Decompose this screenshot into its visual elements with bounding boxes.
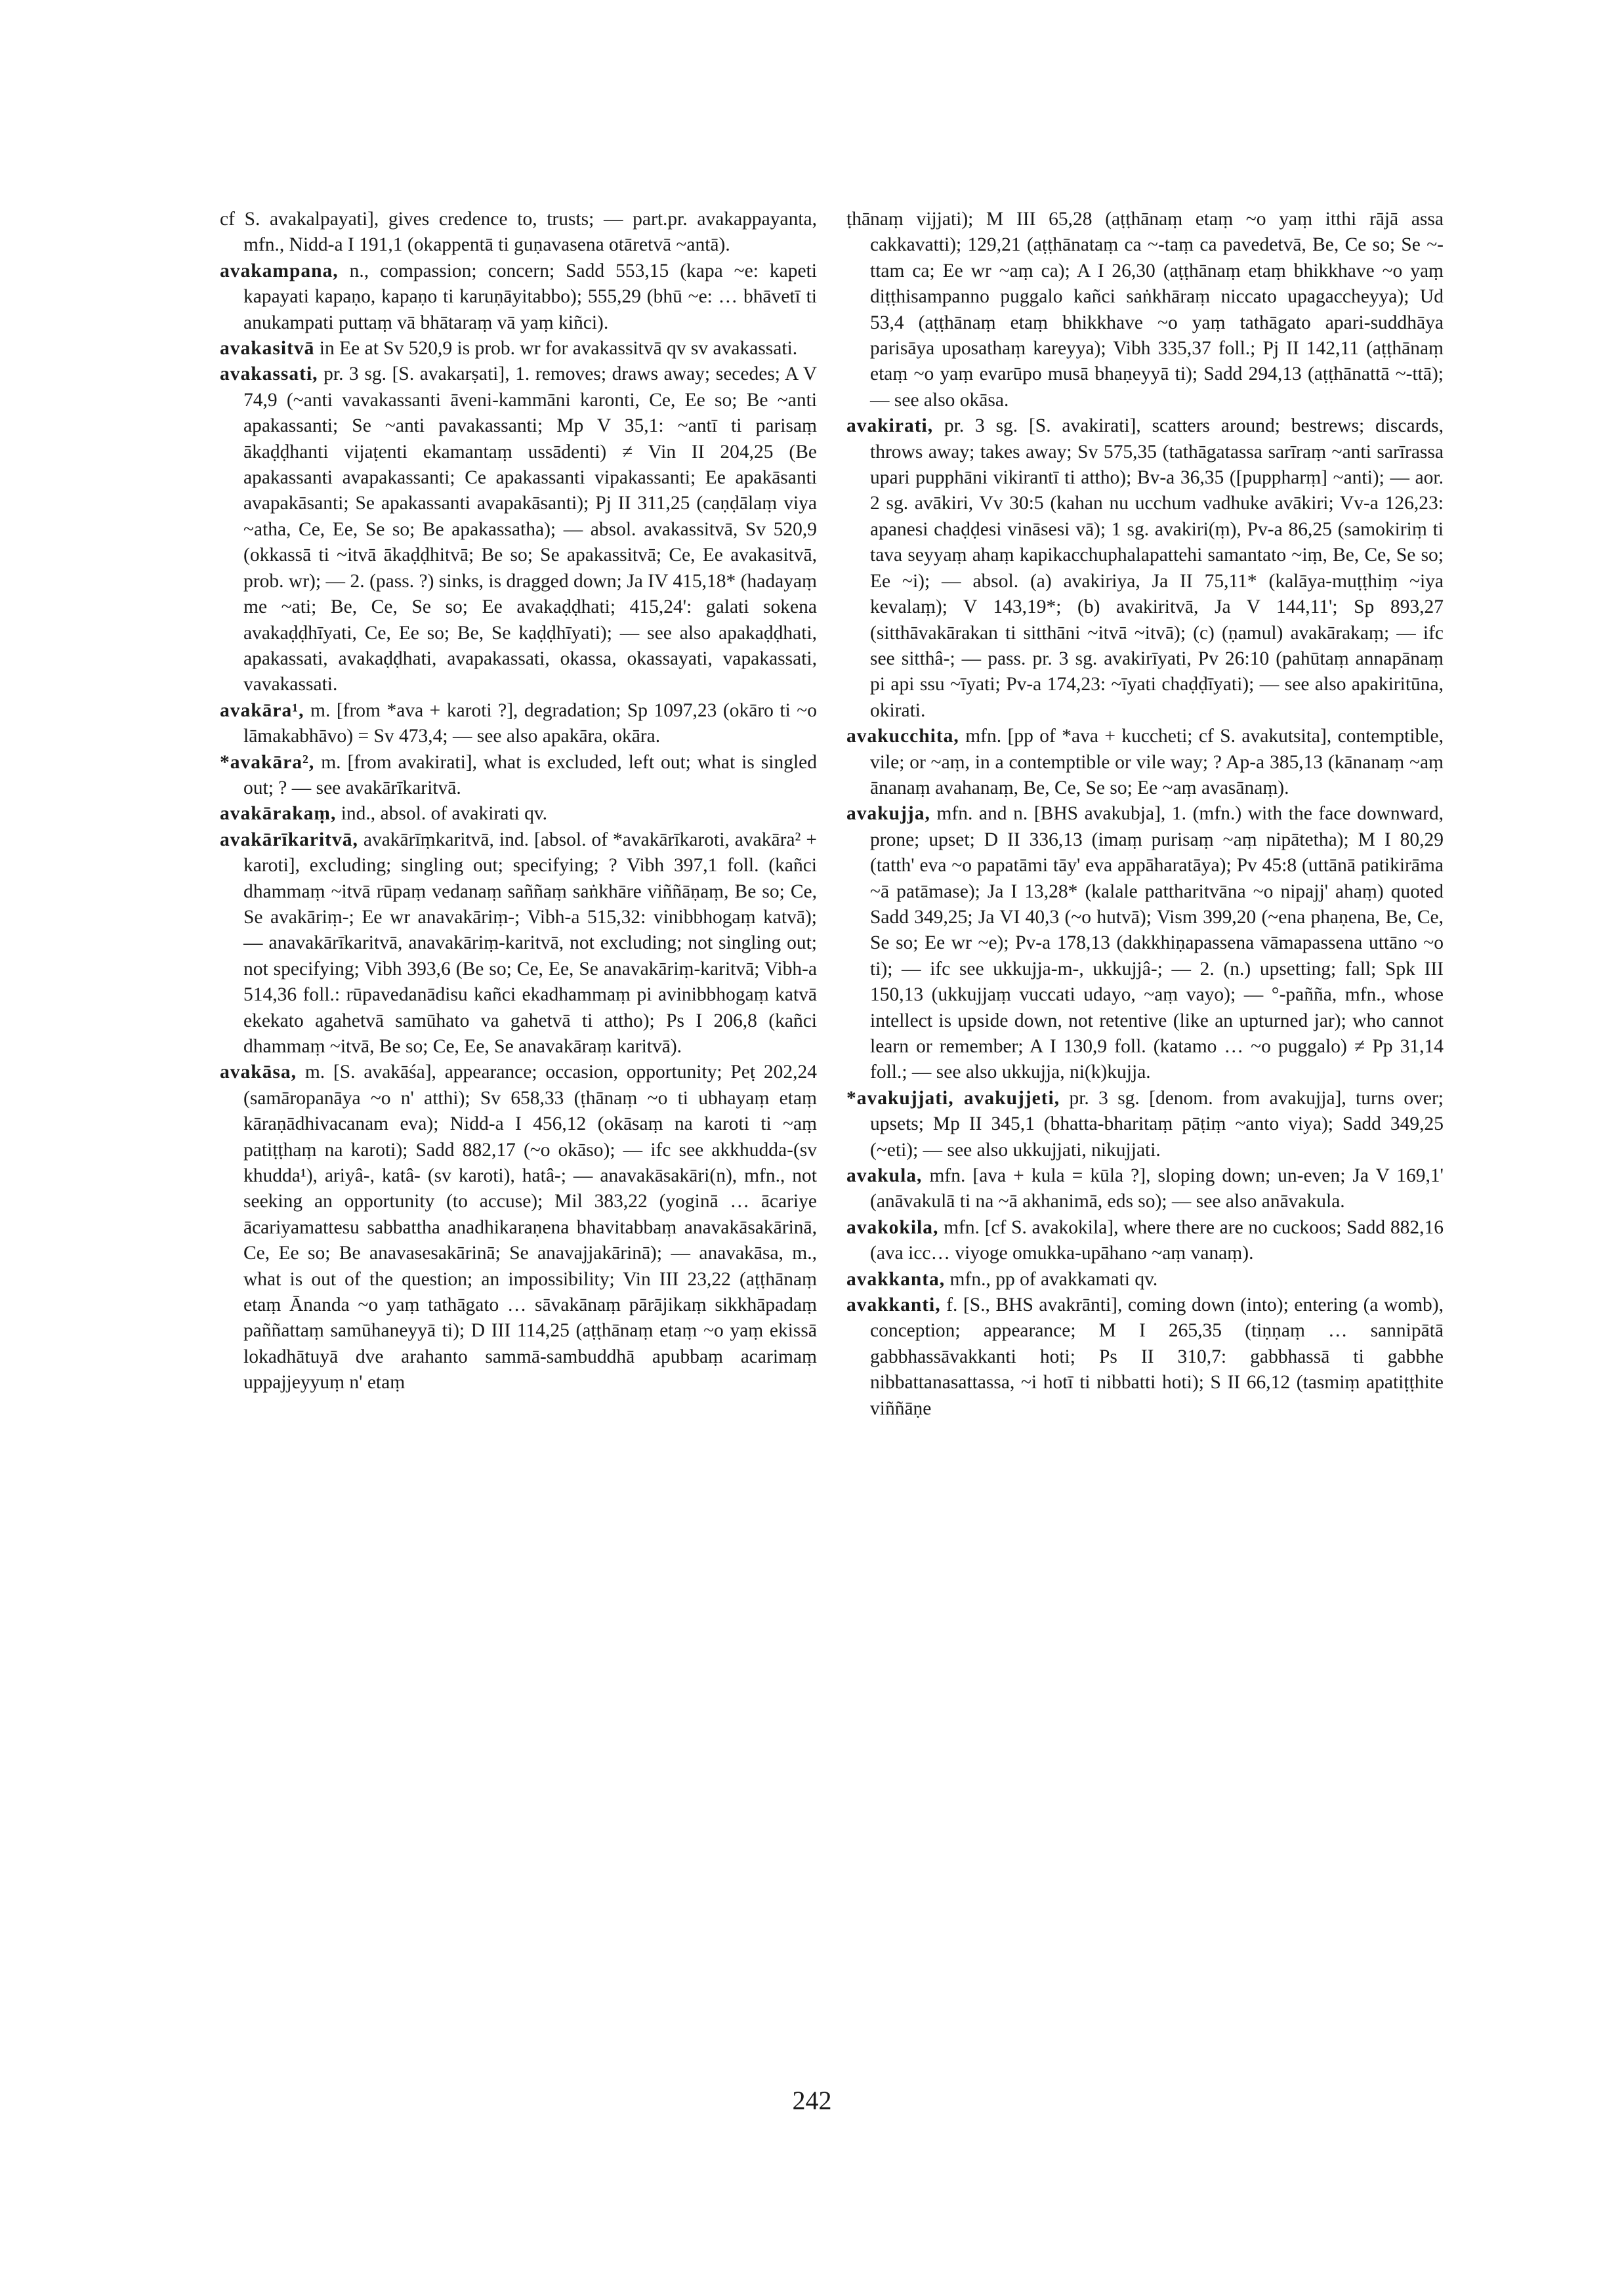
dictionary-entry: [846, 1215, 1444, 1267]
headword: avakāsa,: [220, 1062, 297, 1083]
entry-text: mfn., pp of avakkamati qv.: [949, 1268, 1158, 1290]
entry-text: ind., absol. of avakirati qv.: [341, 803, 548, 825]
dictionary-entry: [220, 207, 817, 258]
dictionary-entry: [846, 1292, 1444, 1422]
dictionary-entry: [220, 362, 817, 697]
entry-text: ṭhānaṃ vijjati); M III 65,28 (aṭṭhānaṃ etaṃ ~o yaṃ itthi rājā assa cakkavatti); 129,21 (aṭṭhānataṃ ca ~-taṃ ca pavedetvā, Be, Ce so; Se ~-ttam ca; Ee wr ~aṃ ca); A I 26,30 (aṭṭhānaṃ etaṃ bhikkhave ~o yaṃ diṭṭhisampanno puggalo kañci saṅkhāraṃ niccato upagaccheyya); Ud 53,4 (aṭṭhānaṃ etaṃ bhikkhave ~o yaṃ tathāgato apari-suddhāya parisāya uposathaṃ kareyya); Vibh 335,37 foll.; Pj II 142,11 (aṭṭhānaṃ etaṃ ~o yaṃ evarūpo musā bhaṇeyyā ti); Sadd 294,13 (aṭṭhānattā ~-ttā); — see also okāsa.: [846, 209, 1444, 411]
entry-text: pr. 3 sg. [denom. from avakujja], turns over; upsets; Mp II 345,1 (bhatta-bharitaṃ pāṭiṃ ~anto viya); Sadd 349,25 (~eti); — see also ukkujjati, nikujjati.: [870, 1087, 1444, 1161]
entry-text: m. [from *ava + karoti ?], degradation; Sp 1097,23 (okāro ti ~o lāmakabhāvo) = Sv 473,4; — see also apakāra, okāra.: [243, 699, 818, 747]
dictionary-entry: [846, 1267, 1444, 1292]
headword: avakassati,: [220, 363, 318, 385]
entry-text: mfn. [pp of *ava + kuccheti; cf S. avakutsita], contemptible, vile; or ~aṃ, in a contemptible or vile way; ? Ap-a 385,13 (kānanaṃ ~aṃ ānanaṃ avahanaṃ, Be, Ce, Se so; Ee ~aṃ avasānaṃ).: [870, 726, 1444, 798]
entry-text: pr. 3 sg. [S. avakirati], scatters around; bestrews; discards, throws away; takes away; Sv 575,35 (tathāgatassa sarīraṃ ~anti sarīrassa upari pupphāni vikirantī ti attho); Bv-a 36,35 ([puppharṃ] ~anti); — aor. 2 sg. avākiri, Vv 30:5 (kahan nu ucchum vadhuke avākiri; Vv-a 126,23: apanesi chaḍḍesi vināsesi vā); 1 sg. avakiri(ṃ), Pv-a 86,25 (samokiriṃ ti tava seyyaṃ ahaṃ kapikacchuphalapattehi samantato ~iṃ, Be, Ce, Se so; Ee ~i); — absol. (a) avakiriya, Ja II 75,11* (kalāya-muṭṭhiṃ ~iya kevalaṃ); V 143,19*; (b) avakiritvā, Ja V 144,11'; Sp 893,27 (sitthāvakārakan ti sitthāni ~itvā ~itvā); (c) (ṇamul) avakārakaṃ; — ifc see sitthâ-; — pass. pr. 3 sg. avakirīyati, Pv 26:10 (pahūtaṃ annapānaṃ pi api ssu ~īyati; Pv-a 174,23: ~īyati chaḍḍīyati); — see also apakiritūna, okirati.: [870, 415, 1444, 721]
page-number: 242: [792, 2086, 832, 2115]
headword: avakujja,: [846, 803, 930, 825]
dictionary-entry: [220, 1060, 817, 1396]
headword: avakārakaṃ,: [220, 803, 337, 825]
entry-text: n., compassion; concern; Sadd 553,15 (kapa ~e: kapeti kapayati kapaṇo, kapaṇo ti karuṇāyitabbo); 555,29 (bhū ~e: … bhāvetī ti anukampati puttaṃ vā bhātaraṃ vā yaṃ kiñci).: [243, 260, 817, 333]
headword: avakucchita,: [846, 726, 959, 747]
entry-text: cf S. avakalpayati], gives credence to, trusts; — part.pr. avakappayanta, mfn., Nidd-a I 191,1 (okappentā ti guṇavasena otāretvā ~antā).: [220, 209, 817, 256]
dictionary-entry: [220, 698, 817, 750]
headword: *avakujjati, avakujjeti,: [846, 1087, 1060, 1109]
left-column: [220, 207, 817, 1396]
entry-text: pr. 3 sg. [S. avakarṣati], 1. removes; draws away; secedes; A V 74,9 (~anti vavakassanti āveni-kammāni karonti, Ce, Ee so; Be ~anti apakassanti; Se ~anti pavakassanti; Mp V 35,1: ~antī ti parisaṃ ākaḍḍhanti vijaṭenti ekamantaṃ ussādenti) ≠ Vin II 204,25 (Be apakassanti avapakassanti; Ce apakassanti vipakassanti; Ee apakāsanti avapakāsanti; Se apakassanti avapakāsanti); Pj II 311,25 (caṇḍālaṃ viya ~atha, Ce, Ee, Se so; Be apakassatha); — absol. avakassitvā, Sv 520,9 (okkassā ti ~itvā ākaḍḍhitvā; Be so; Se apakassitvā; Ce, Ee avakasitvā, prob. wr); — 2. (pass. ?) sinks, is dragged down; Ja IV 415,18* (hadayaṃ me ~ati; Be, Ce, Se so; Ee avakaḍḍhati; 415,24': galati sokena avakaḍḍhīyati, Ce, Ee so; Be, Se kaḍḍhīyati); — see also apakaḍḍhati, apakassati, avakaḍḍhati, avapakassati, okassa, okassayati, vapakassati, vavakassati.: [243, 363, 818, 695]
dictionary-entry: [846, 207, 1444, 413]
entry-text: mfn. [ava + kula = kūla ?], sloping down; un-even; Ja V 169,1' (anāvakulā ti na ~ā akhanimā, eds so); — see also anāvakula.: [870, 1165, 1444, 1212]
dictionary-entry: [846, 1086, 1444, 1163]
dictionary-entry: [846, 413, 1444, 724]
dictionary-entry: [220, 258, 817, 336]
headword: avakkanti,: [846, 1294, 941, 1316]
entry-text: m. [from avakirati], what is excluded, left out; what is singled out; ? — see avakārīkaritvā.: [243, 751, 817, 798]
headword: avakirati,: [846, 415, 934, 437]
headword: avakāra¹,: [220, 699, 304, 721]
entry-text: f. [S., BHS avakrānti], coming down (into); entering (a womb), conception; appearance; M I 265,35 (tiṇṇaṃ … sannipātā gabbhassāvakkanti hoti; Ps II 310,7: gabbhassā ti gabbhe nibbattanasattassa, ~i hotī ti nibbatti hoti); S II 66,12 (tasmiṃ apatiṭṭhite viññāṇe: [870, 1294, 1444, 1419]
headword: avakārīkaritvā,: [220, 829, 358, 850]
headword: avakokila,: [846, 1216, 939, 1238]
entry-text: mfn. and n. [BHS avakubja], 1. (mfn.) with the face downward, prone; upset; D II 336,13 (imaṃ purisaṃ ~aṃ nipātetha); M I 80,29 (tatth' eva ~o papatāmi tāy' eva appāharatāya); Pv 45:8 (uttānā patikirāma ~ā patāmase); Ja I 13,28* (kalale pattharitvāna ~o nipajj' ahaṃ) quoted Sadd 349,25; Ja VI 40,3 (~o hutvā); Vism 399,20 (~ena phaṇena, Be, Ce, Se so; Ee wr ~e); Pv-a 178,13 (dakkhiṇapassena vāmapassena uttāno ~o ti); — ifc see ukkujja-m-, ukkujjâ-; — 2. (n.) upsetting; fall; Spk III 150,13 (ukkujjaṃ vuccati udayo, ~aṃ vayo); — °-pañña, mfn., whose intellect is upside down, not retentive (like an upturned jar); who cannot learn or remember; A I 130,9 foll. (katamo … ~o puggalo) ≠ Pp 31,14 foll.; — see also ukkujja, ni(k)kujja.: [870, 803, 1444, 1083]
entry-text: avakārīṃkaritvā, ind. [absol. of *avakārīkaroti, avakāra² + karoti], excluding; singling out; specifying; ? Vibh 397,1 foll. (kañci dhammaṃ ~itvā rūpaṃ vedanaṃ saññaṃ saṅkhāre viññāṇaṃ, Be so; Ce, Se avakāriṃ-; Ee wr anavakāriṃ-; Vibh-a 515,32: vinibbhogaṃ katvā); — anavakārīkaritvā, anavakāriṃ-karitvā, not excluding; not singling out; not specifying; Vibh 393,6 (Be so; Ce, Ee, Se anavakāriṃ-karitvā; Vibh-a 514,36 foll.: rūpavedanādisu kañci ekadhammaṃ pi avinibbhogaṃ katvā ekekato agahetvā samūhato va gahetvā ti attho); Ps I 206,8 (kañci dhammaṃ ~itvā, Be so; Ce, Ee, Se anavakāraṃ karitvā).: [243, 829, 817, 1057]
dictionary-entry: [846, 801, 1444, 1085]
dictionary-entry: [220, 336, 817, 362]
right-column: [846, 207, 1444, 1422]
dictionary-entry: [220, 827, 817, 1060]
headword: avakkanta,: [846, 1268, 946, 1290]
headword: avakula,: [846, 1165, 923, 1187]
entry-text: mfn. [cf S. avakokila], where there are no cuckoos; Sadd 882,16 (ava icc… viyoge omukka-upāhano ~aṃ vanaṃ).: [870, 1216, 1444, 1264]
headword: avakampana,: [220, 260, 339, 281]
headword: *avakāra²,: [220, 751, 315, 773]
dictionary-entry: [220, 801, 817, 827]
dictionary-entry: [220, 750, 817, 802]
entry-text: in Ee at Sv 520,9 is prob. wr for avakassitvā qv sv avakassati.: [319, 338, 798, 360]
dictionary-entry: [846, 1163, 1444, 1215]
dictionary-entry: [846, 724, 1444, 801]
headword: avakasitvā: [220, 338, 315, 360]
entry-text: m. [S. avakāśa], appearance; occasion, opportunity; Peṭ 202,24 (samāropanāya ~o n' atthi); Sv 658,33 (ṭhānaṃ ~o ti ubhayaṃ etaṃ kāraṇādhivacanam eva); Nidd-a I 456,12 (okāsaṃ na karoti ti ~aṃ patiṭṭhaṃ na karoti); Sadd 882,17 (~o okāso); — ifc see akkhudda-(sv khudda¹), ariyâ-, katâ- (sv karoti), hatâ-; — anavakāsakāri(n), mfn., not seeking an opportunity (to accuse); Mil 383,22 (yoginā … ācariye ācariyamattesu sabbattha anadhikaraṇena bhavitabbaṃ anavakāsakārinā, Ce, Ee so; Be anavasesakārinā; Se anavajjakārinā); — anavakāsa, m., what is out of the question; an impossibility; Vin III 23,22 (aṭṭhānaṃ etaṃ Ānanda ~o yaṃ tathāgato … sāvakānaṃ pārājikaṃ sikkhāpadaṃ paññattaṃ samūhaneyyā ti); D III 114,25 (aṭṭhānaṃ etaṃ ~o yaṃ ekissā lokadhātuyā dve arahanto sammā-sambuddhā apubbaṃ acarimaṃ uppajjeyyuṃ n' etaṃ: [243, 1062, 818, 1394]
